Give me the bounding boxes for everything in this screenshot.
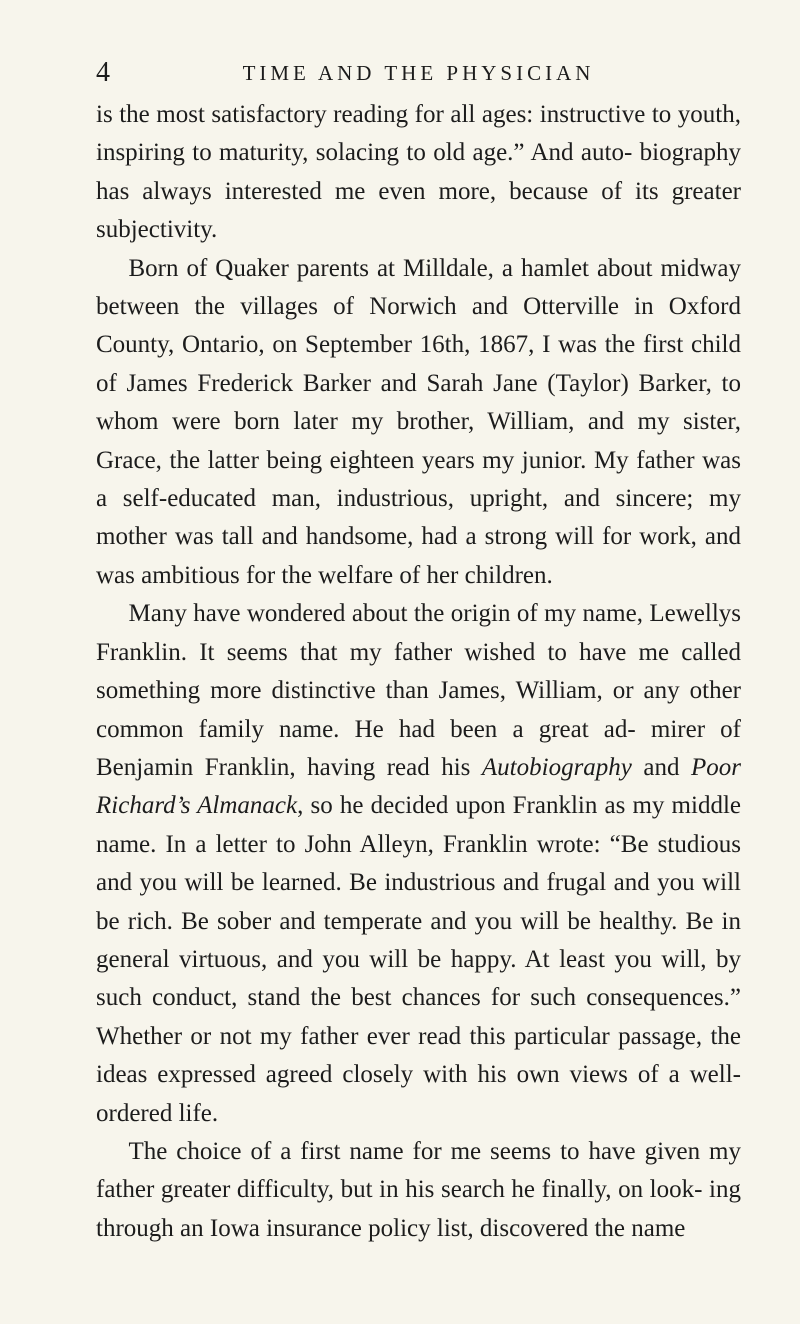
running-head (96, 56, 741, 96)
paragraph-first-name: The choice of a first name for me seems to have given my father greater difficulty, but in his search he finally, on look- ing through an Iowa insurance policy list, discovered the name (96, 1137, 741, 1242)
book-page (96, 56, 741, 1248)
book-title-almanack: Poor Richard’s Almanack (96, 753, 741, 820)
page-number: 4 (96, 57, 110, 88)
running-title: TIME AND THE PHYSICIAN (242, 61, 595, 85)
paragraph-continuation: is the most satisfactory reading for all ages: instructive to youth, inspiring to maturity, solacing to old age.” And auto- biography has always interested me even more, because of its greater subjectivity. (96, 101, 741, 244)
paragraph-text: , so he decided upon Franklin as my middle name. In a letter to John Alleyn, Franklin wrote: “Be studious and you will be learned. Be industrious and frugal and you will be rich. Be sober and temperate and you will be healthy. Be in general virtuous, and you will be happy. At least you will, by such conduct, stand the best chances for such consequences.” Whether or not my father ever read this particular passage, the ideas expressed agreed closely with his own views of a well-ordered life. (96, 792, 741, 1127)
body-text (96, 96, 741, 1248)
paragraph-text: and (631, 753, 691, 781)
paragraph-name-origin (96, 595, 741, 1133)
paragraph-birth: Born of Quaker parents at Milldale, a hamlet about midway between the villages of Norwich and Otterville in Oxford County, Ontario, on September 16th, 1867, I was the first child of James Frederick Barker and Sarah Jane (Taylor) Barker, to whom were born later my brother, William, and my sister, Grace, the latter being eighteen years my junior. My father was a self-educated man, industrious, upright, and sincere; my mother was tall and handsome, had a strong will for work, and was ambitious for the welfare of her children. (96, 254, 741, 589)
paragraph-text: Many have wondered about the origin of my name, Lewellys Franklin. It seems that my father wished to have me called something more distinctive than James, William, or any other common family name. He had been a great ad- mirer of Benjamin Franklin, having read his (96, 600, 741, 781)
book-title-autobiography: Autobiography (481, 753, 632, 781)
